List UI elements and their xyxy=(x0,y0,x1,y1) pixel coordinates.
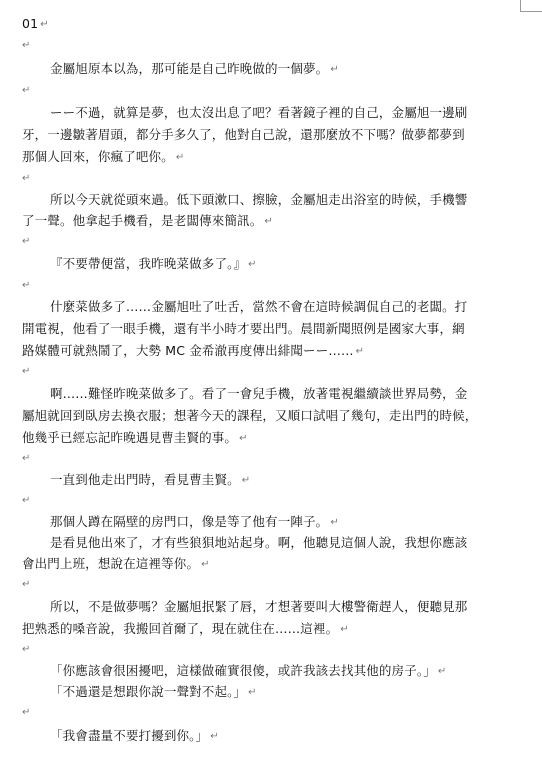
paragraph-mark-icon: ↵ xyxy=(40,19,49,30)
paragraph-mark-icon: ↵ xyxy=(340,624,349,635)
paragraph-mark-icon: ↵ xyxy=(355,346,365,357)
line-text: 「你應該會很困擾吧，這樣做確實很傻，或許我該去找其他的房子。」 xyxy=(50,663,436,678)
line-text: 啊……難怪昨晚菜做多了。看了一會兒手機，放著電視繼續談世界局勢，金 xyxy=(50,386,468,401)
paragraph-line xyxy=(22,148,522,166)
line-text: 把熟悉的嗓音說，我搬回首爾了，現在就住在……這裡。 xyxy=(22,621,339,636)
line-text: 那個人蹲在隔壁的房門口，像是等了他有一陣子。 xyxy=(50,514,329,529)
paragraph-line xyxy=(22,342,522,360)
line-text: 「我會盡量不要打擾到你。」 xyxy=(50,728,209,743)
paragraph-line xyxy=(22,385,522,402)
paragraph-line xyxy=(22,255,522,273)
paragraph-mark-icon: ↵ xyxy=(22,236,31,247)
paragraph-mark-icon: ↵ xyxy=(437,666,447,677)
line-text: ーー不過，就算是夢，也太沒出息了吧？看著鏡子裡的自己，金屬旭一邊刷 xyxy=(50,105,468,120)
chapter-number xyxy=(22,15,522,33)
paragraph-mark-icon: ↵ xyxy=(22,707,31,718)
line-text: 01 xyxy=(22,16,39,31)
line-text: 是看見他出來了，才有些狼狽地站起身。啊，他聽見這個人說，我想你應該 xyxy=(50,535,468,550)
line-text: 那個人回來，你瘋了吧你。 xyxy=(22,149,174,164)
paragraph-mark-icon: ↵ xyxy=(330,64,339,75)
paragraph-line xyxy=(22,212,522,230)
paragraph-line xyxy=(22,513,522,531)
line-text: 「不過還是想跟你說一聲對不起。」 xyxy=(50,684,247,699)
line-text: 所以今天就從頭來過。低下頭漱口、擦臉，金屬旭走出浴室的時候，手機響 xyxy=(50,192,468,207)
dialogue-line xyxy=(22,662,522,680)
paragraph-mark-icon: ↵ xyxy=(241,475,251,486)
line-text: 會出門上班，想說在這裡等你。 xyxy=(22,556,200,571)
dialogue-line xyxy=(22,683,522,701)
line-text: 屬旭就回到臥房去換衣服；想著今天的課程，又順口試唱了幾句，走出門的時候， xyxy=(22,408,478,423)
line-text: 所以，不是做夢嗎？金屬旭抿緊了唇，才想著要叫大樓警衛趕人，便聽見那 xyxy=(50,599,468,614)
paragraph-line xyxy=(22,555,522,573)
paragraph-line xyxy=(22,104,522,121)
line-text: 一直到他走出門時，看見曹圭賢。 xyxy=(50,472,240,487)
line-text: 金屬旭原本以為，那可能是自己昨晚做的一個夢。 xyxy=(50,61,329,76)
paragraph-mark-icon: ↵ xyxy=(248,687,257,698)
paragraph-line xyxy=(22,126,522,143)
paragraph-mark-icon: ↵ xyxy=(210,731,219,742)
paragraph-mark-icon: ↵ xyxy=(22,644,31,655)
line-text: 他幾乎已經忘記昨晚遇見曹圭賢的事。 xyxy=(22,430,238,445)
paragraph-line xyxy=(22,620,522,638)
paragraph-mark-icon: ↵ xyxy=(248,259,257,270)
paragraph-line xyxy=(22,429,522,447)
line-text: 牙，一邊皺著眉頭，都分手多久了，他對自己說，還那麼放不下嗎？做夢都夢到 xyxy=(22,127,465,142)
paragraph-mark-icon: ↵ xyxy=(264,216,273,227)
line-text: 路媒體可就熱鬧了，大勢 MC 金希澈再度傳出緋聞ーー…… xyxy=(22,343,354,358)
paragraph-mark-icon: ↵ xyxy=(22,280,31,291)
paragraph-mark-icon: ↵ xyxy=(22,85,31,96)
paragraph-line xyxy=(22,298,522,315)
line-text: 『不要帶便當，我昨晚菜做多了。』 xyxy=(50,256,247,271)
paragraph-line xyxy=(22,407,522,424)
paragraph-mark-icon: ↵ xyxy=(22,453,31,464)
page-corner-mark-horizontal xyxy=(520,11,542,12)
paragraph-mark-icon: ↵ xyxy=(22,579,31,590)
paragraph-mark-icon: ↵ xyxy=(22,173,31,184)
paragraph-line xyxy=(22,320,522,337)
paragraph-mark-icon: ↵ xyxy=(330,517,339,528)
paragraph-mark-icon: ↵ xyxy=(22,495,31,506)
paragraph-mark-icon: ↵ xyxy=(239,433,248,444)
line-text: 了一聲。他拿起手機看，是老闆傳來簡訊。 xyxy=(22,213,263,228)
dialogue-line xyxy=(22,727,522,745)
line-text: 什麼菜做多了……金屬旭吐了吐舌，當然不會在這時候調侃自己的老闆。打 xyxy=(50,299,468,314)
paragraph-line xyxy=(22,534,522,551)
paragraph-mark-icon: ↵ xyxy=(22,366,31,377)
paragraph-mark-icon: ↵ xyxy=(22,40,31,51)
paragraph-line xyxy=(22,598,522,615)
paragraph-mark-icon: ↵ xyxy=(201,559,210,570)
paragraph-line xyxy=(22,471,522,489)
line-text: 開電視，他看了一眼手機，還有半小時才要出門。晨間新聞照例是國家大事，網 xyxy=(22,321,465,336)
paragraph-line xyxy=(22,60,522,78)
paragraph-mark-icon: ↵ xyxy=(175,152,185,163)
paragraph-line xyxy=(22,191,522,208)
